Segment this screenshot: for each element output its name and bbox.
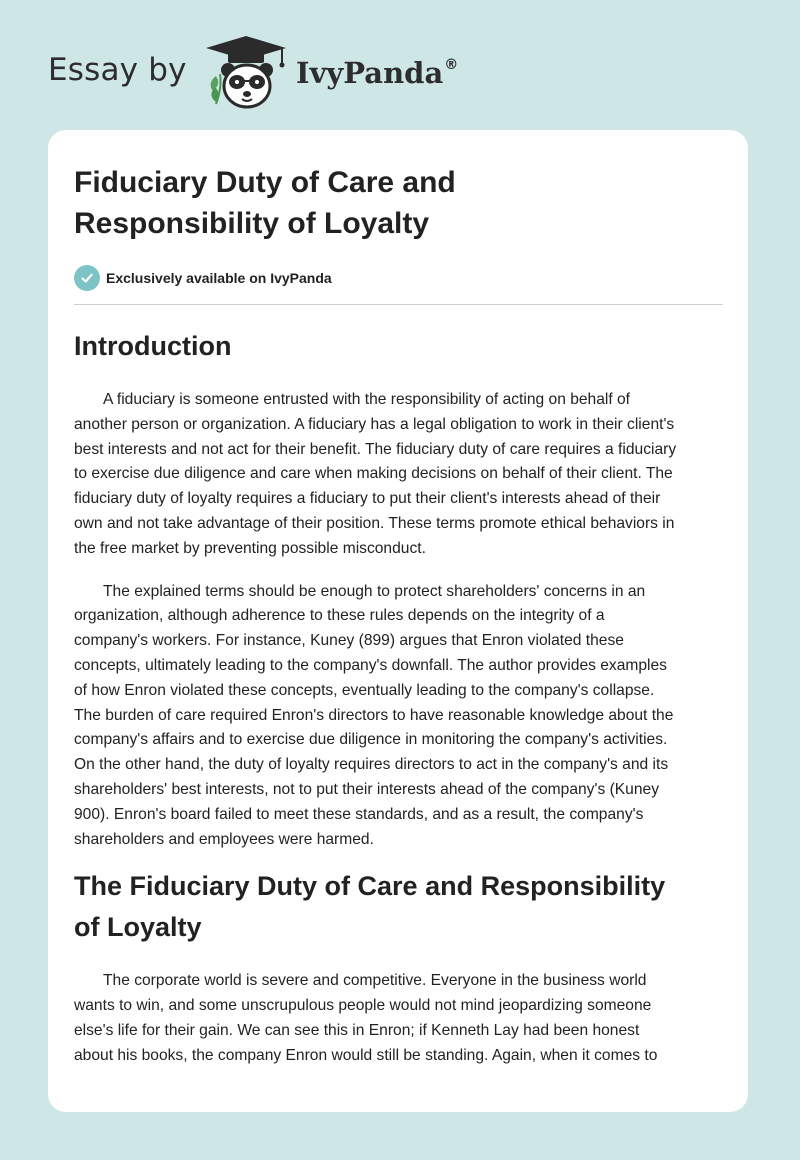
paragraph: The explained terms should be enough to protect shareholders' concerns in an organization, although adherence to these rules depends on the integrity of a company's workers. For instance, Kuney (899) argues that Enron violated these concepts, ultimately leading to the company's downfall. The author provides examples of how Enron violated these concepts, eventually leading to the company's collapse. The burden of care required Enron's directors to have reasonable knowledge about the company's affairs and to exercise due diligence in monitoring the company's activities. On the other hand, the duty of loyalty requires directors to act in the company's and its shareholders' best interests, not to put their interests ahead of the company's (Kuney 900). Enron's board failed to meet these standards, and as a result, the company's shareholders and employees were harmed. [74,582,674,848]
section-heading: The Fiduciary Duty of Care and Responsibility of Loyalty [74,871,666,943]
essay-card [48,130,748,1112]
exclusive-label: Exclusively available on IvyPanda [106,270,332,286]
panda-logo-icon[interactable] [202,34,292,114]
essay-content [74,162,723,1069]
divider [74,304,723,305]
paragraph: A fiduciary is someone entrusted with the responsibility of acting on behalf of another person or organization. A fiduciary has a legal obligation to work in their client's best interests and not act for their benefit. The fiduciary duty of care requires a fiduciary to exercise due diligence and care when making decisions on behalf of their client. The fiduciary duty of loyalty requires a fiduciary to put their client's interests ahead of their own and not take advantage of their position. These terms promote ethical behaviors in the free market by preventing possible misconduct. [74,391,677,557]
brand-name[interactable] [296,56,458,90]
essay-by-label: Essay by [48,52,187,88]
paragraph: The corporate world is severe and competitive. Everyone in the business world wants to win, and some unscrupulous people would not mind jeopardizing someone else's life for their gain. We can see this in Enron; if Kenneth Lay had been honest about his books, the company Enron would still be standing. Again, when it comes to [74,972,658,1064]
brand-label: IvyPanda [296,56,444,90]
page-title: Fiduciary Duty of Care and Responsibility of Loyalty [74,166,456,240]
exclusive-badge [74,264,723,292]
site-header [48,32,748,112]
section-heading: Introduction [74,331,232,361]
registered-mark: ® [444,57,459,73]
check-icon [74,265,100,291]
